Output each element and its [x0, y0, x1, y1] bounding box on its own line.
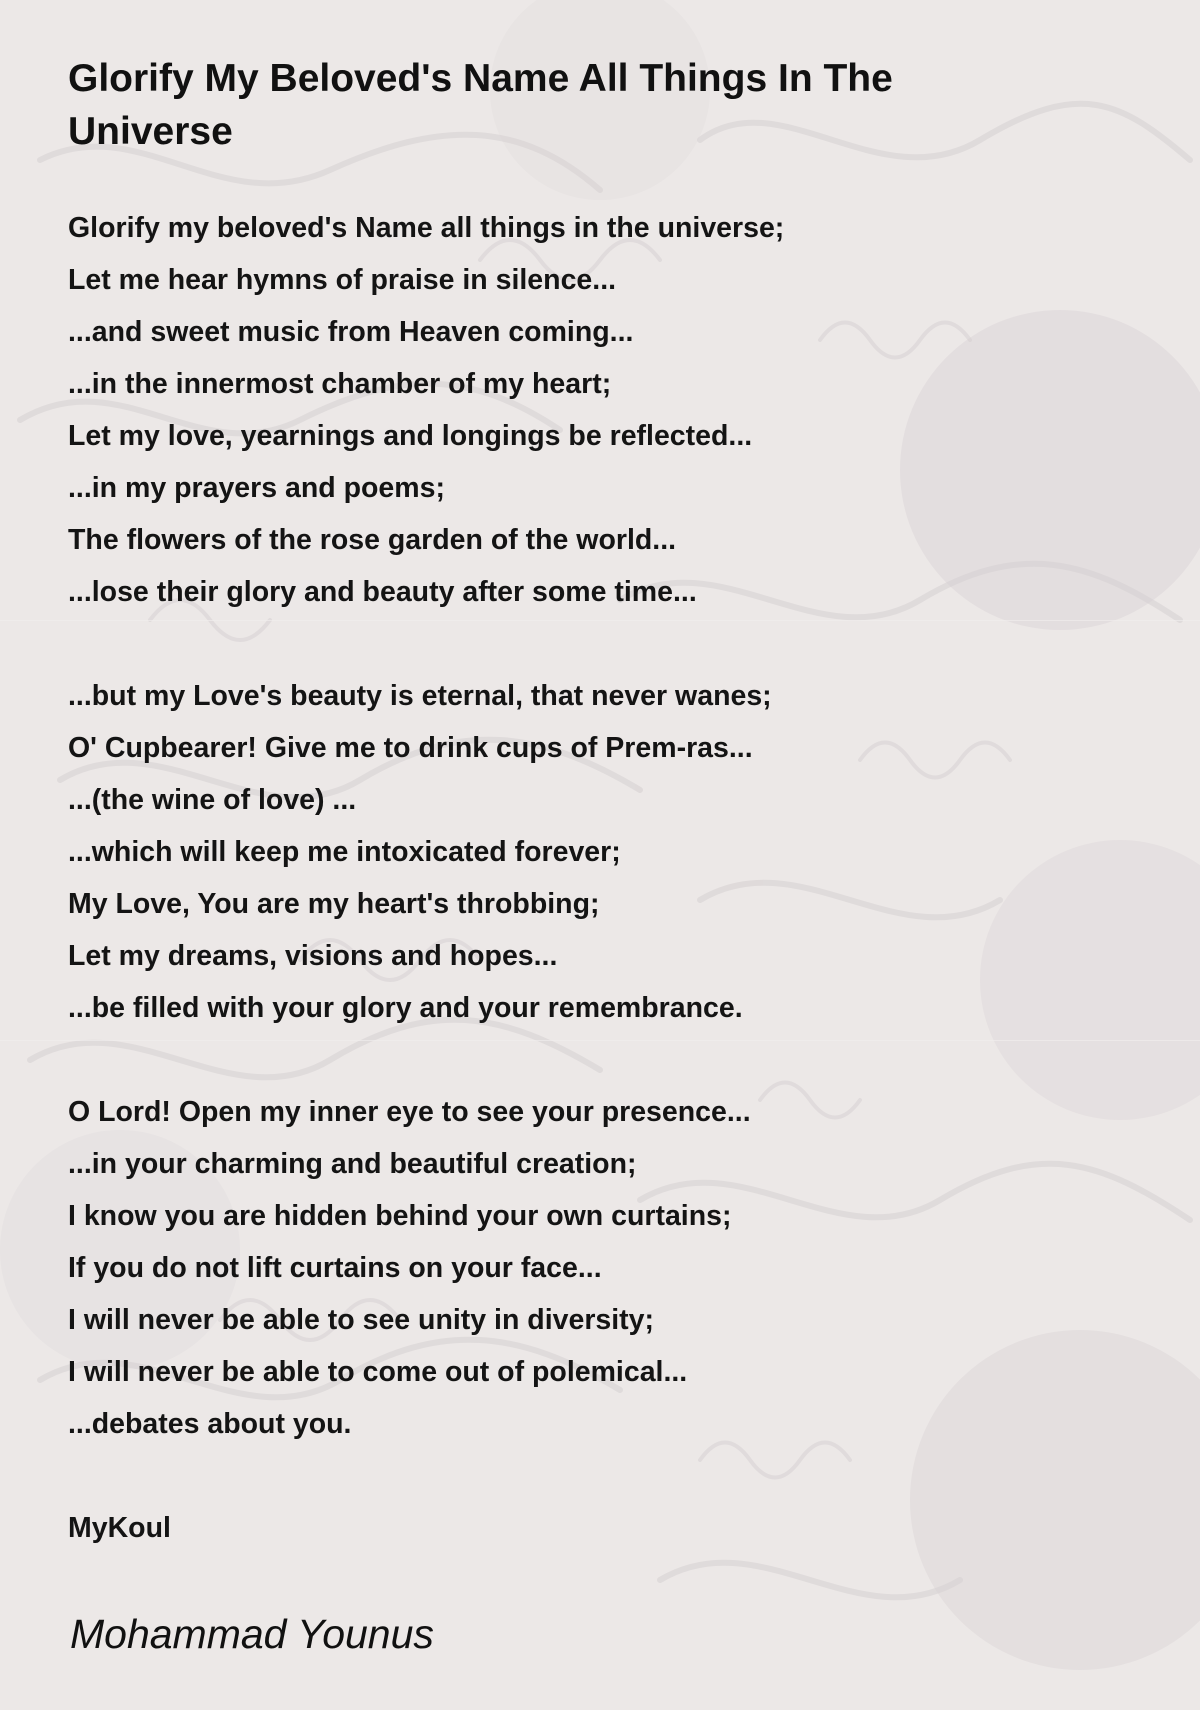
stanza-1 [68, 202, 1148, 618]
poem-line: O Lord! Open my inner eye to see your presence... [68, 1096, 751, 1128]
poem-line: I will never be able to come out of polemical... [68, 1356, 688, 1388]
poem-line: Let my dreams, visions and hopes... [68, 940, 558, 972]
stanza-2 [68, 670, 1148, 1034]
poem-line: ...but my Love's beauty is eternal, that never wanes; [68, 680, 772, 712]
poem-line: ...and sweet music from Heaven coming... [68, 316, 634, 348]
poem-line: My Love, You are my heart's throbbing; [68, 888, 600, 920]
poem-line: ...which will keep me intoxicated forever; [68, 836, 621, 868]
poem-body [68, 202, 1148, 1502]
poem-line: Let my love, yearnings and longings be reflected... [68, 420, 753, 452]
poem-line: ...lose their glory and beauty after some time... [68, 576, 697, 608]
poem-line: I know you are hidden behind your own curtains; [68, 1200, 732, 1232]
poem-line: Let me hear hymns of praise in silence... [68, 264, 617, 296]
stanza-3 [68, 1086, 1148, 1450]
poem-title: Glorify My Beloved's Name All Things In The Universe [68, 57, 893, 153]
poem-line: ...in my prayers and poems; [68, 472, 445, 504]
poem-line: ...in your charming and beautiful creation; [68, 1148, 637, 1180]
signature-note: MyKoul [68, 1512, 171, 1544]
poem-line: ...be filled with your glory and your remembrance. [68, 992, 743, 1024]
poem-line: Glorify my beloved's Name all things in the universe; [68, 212, 785, 244]
poem-line: I will never be able to see unity in diversity; [68, 1304, 655, 1336]
poem-line: If you do not lift curtains on your face... [68, 1252, 602, 1284]
poem-line: O' Cupbearer! Give me to drink cups of Prem-ras... [68, 732, 753, 764]
poem-line: ...in the innermost chamber of my heart; [68, 368, 612, 400]
poet-name: Mohammad Younus [70, 1611, 434, 1657]
poem-line: ...debates about you. [68, 1408, 352, 1440]
poem-line: The flowers of the rose garden of the world... [68, 524, 677, 556]
poem-line: ...(the wine of love) ... [68, 784, 357, 816]
